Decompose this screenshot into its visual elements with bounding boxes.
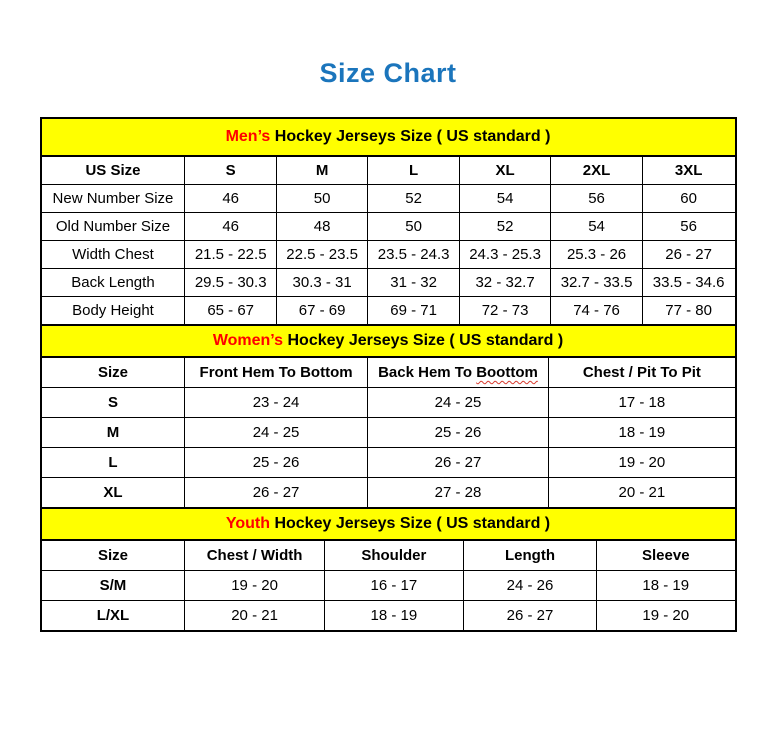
- size-value: 25.3 - 26: [551, 241, 642, 269]
- col-header-sleeve: Sleeve: [597, 541, 735, 571]
- col-header-back-hem: [367, 358, 549, 388]
- size-value: 23 - 24: [185, 388, 367, 418]
- row-label: Width Chest: [42, 241, 185, 269]
- size-value: 65 - 67: [185, 297, 276, 325]
- col-header-3xl: 3XL: [642, 157, 734, 185]
- size-chart: [40, 117, 737, 632]
- size-value: 18 - 19: [549, 418, 735, 448]
- size-value: 56: [642, 213, 734, 241]
- mens-header-row: [42, 157, 735, 185]
- size-value: 30.3 - 31: [276, 269, 367, 297]
- womens-size-table: [42, 358, 735, 507]
- size-value: 25 - 26: [185, 448, 367, 478]
- table-row-body-height: [42, 297, 735, 325]
- size-value: 52: [459, 213, 550, 241]
- size-value: 20 - 21: [549, 478, 735, 508]
- size-value: 24.3 - 25.3: [459, 241, 550, 269]
- size-value: 23.5 - 24.3: [368, 241, 459, 269]
- youth-header-row: [42, 541, 735, 571]
- size-value: 19 - 20: [549, 448, 735, 478]
- size-value: 29.5 - 30.3: [185, 269, 276, 297]
- col-header-chest-pit: Chest / Pit To Pit: [549, 358, 735, 388]
- row-label: S/M: [42, 571, 185, 601]
- womens-header-row: [42, 358, 735, 388]
- row-label: L: [42, 448, 185, 478]
- size-value: 17 - 18: [549, 388, 735, 418]
- size-value: 46: [185, 213, 276, 241]
- col-header-xl: XL: [459, 157, 550, 185]
- size-value: 48: [276, 213, 367, 241]
- womens-banner-highlight: Women’s: [212, 332, 284, 349]
- size-value: 20 - 21: [185, 601, 324, 631]
- size-value: 26 - 27: [642, 241, 734, 269]
- size-value: 26 - 27: [464, 601, 597, 631]
- size-value: 19 - 20: [597, 601, 735, 631]
- size-value: 56: [551, 185, 642, 213]
- size-value: 74 - 76: [551, 297, 642, 325]
- table-row-womens-xl: [42, 478, 735, 508]
- size-value: 33.5 - 34.6: [642, 269, 734, 297]
- size-value: 46: [185, 185, 276, 213]
- size-value: 18 - 19: [324, 601, 463, 631]
- size-value: 31 - 32: [368, 269, 459, 297]
- youth-section-banner: [42, 507, 735, 541]
- mens-section-banner: [42, 119, 735, 157]
- row-label: M: [42, 418, 185, 448]
- size-value: 54: [459, 185, 550, 213]
- mens-size-table: [42, 157, 735, 324]
- col-header-s: S: [185, 157, 276, 185]
- back-hem-misspelled-word: Boottom: [476, 364, 538, 381]
- size-value: 16 - 17: [324, 571, 463, 601]
- size-value: 52: [368, 185, 459, 213]
- table-row-youth-lxl: [42, 601, 735, 631]
- size-value: 72 - 73: [459, 297, 550, 325]
- size-value: 19 - 20: [185, 571, 324, 601]
- col-header-2xl: 2XL: [551, 157, 642, 185]
- table-row-womens-l: [42, 448, 735, 478]
- size-value: 25 - 26: [367, 418, 549, 448]
- row-label: Old Number Size: [42, 213, 185, 241]
- size-value: 32.7 - 33.5: [551, 269, 642, 297]
- col-header-size: Size: [42, 541, 185, 571]
- col-header-us-size: US Size: [42, 157, 185, 185]
- row-label: XL: [42, 478, 185, 508]
- page-title: Size Chart: [319, 58, 457, 88]
- row-label: S: [42, 388, 185, 418]
- size-value: 22.5 - 23.5: [276, 241, 367, 269]
- youth-banner-rest: Hockey Jerseys Size ( US standard ): [270, 515, 551, 532]
- womens-section-banner: [42, 324, 735, 358]
- col-header-chest-width: Chest / Width: [185, 541, 324, 571]
- size-value: 24 - 25: [367, 388, 549, 418]
- col-header-m: M: [276, 157, 367, 185]
- row-label: New Number Size: [42, 185, 185, 213]
- col-header-shoulder: Shoulder: [324, 541, 463, 571]
- size-value: 27 - 28: [367, 478, 549, 508]
- size-value: 26 - 27: [367, 448, 549, 478]
- mens-banner-highlight: Men’s: [225, 128, 271, 145]
- table-row-old-number-size: [42, 213, 735, 241]
- table-row-back-length: [42, 269, 735, 297]
- col-header-size: Size: [42, 358, 185, 388]
- mens-banner-rest: Hockey Jerseys Size ( US standard ): [270, 128, 551, 145]
- table-row-youth-sm: [42, 571, 735, 601]
- size-value: 60: [642, 185, 734, 213]
- size-value: 32 - 32.7: [459, 269, 550, 297]
- row-label: L/XL: [42, 601, 185, 631]
- row-label: Body Height: [42, 297, 185, 325]
- womens-banner-rest: Hockey Jerseys Size ( US standard ): [283, 332, 564, 349]
- row-label: Back Length: [42, 269, 185, 297]
- size-value: 26 - 27: [185, 478, 367, 508]
- table-row-new-number-size: [42, 185, 735, 213]
- table-row-womens-s: [42, 388, 735, 418]
- size-value: 50: [276, 185, 367, 213]
- table-row-womens-m: [42, 418, 735, 448]
- youth-size-table: [42, 541, 735, 630]
- col-header-l: L: [368, 157, 459, 185]
- size-value: 50: [368, 213, 459, 241]
- size-value: 77 - 80: [642, 297, 734, 325]
- size-value: 67 - 69: [276, 297, 367, 325]
- youth-banner-highlight: Youth: [225, 515, 270, 532]
- back-hem-prefix: Back Hem To: [378, 364, 477, 381]
- size-value: 24 - 25: [185, 418, 367, 448]
- col-header-front-hem: Front Hem To Bottom: [185, 358, 367, 388]
- size-value: 21.5 - 22.5: [185, 241, 276, 269]
- size-value: 24 - 26: [464, 571, 597, 601]
- size-value: 54: [551, 213, 642, 241]
- size-value: 18 - 19: [597, 571, 735, 601]
- table-row-width-chest: [42, 241, 735, 269]
- size-value: 69 - 71: [368, 297, 459, 325]
- col-header-length: Length: [464, 541, 597, 571]
